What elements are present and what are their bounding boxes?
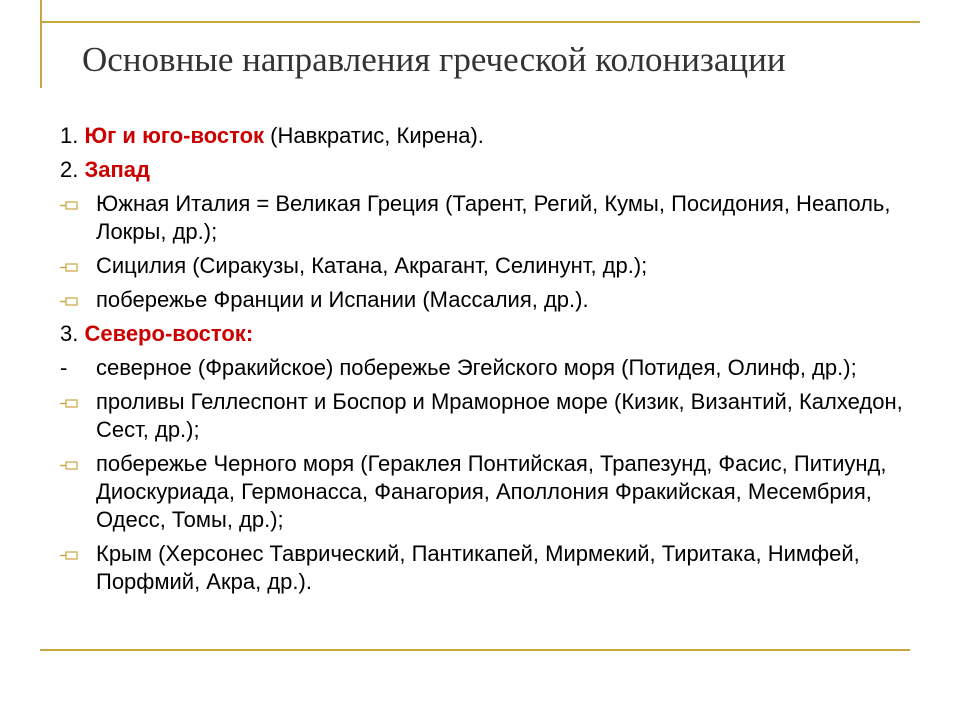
folder-bullet-icon: [60, 550, 78, 560]
list-item: [60, 286, 910, 314]
slide-content: [60, 122, 910, 602]
list-item: [60, 252, 910, 280]
folder-bullet-icon: [60, 296, 78, 306]
list-item: [60, 540, 910, 596]
list-item-text: побережье Франции и Испании (Массалия, др.).: [96, 287, 589, 312]
list-item: [60, 450, 910, 534]
folder-bullet-icon: [60, 200, 78, 210]
section-heading: Запад: [84, 157, 150, 182]
section-heading: Северо-восток: [84, 321, 246, 346]
slide-title: Основные направления греческой колонизации: [82, 40, 786, 79]
folder-bullet-icon: [60, 460, 78, 470]
list-item-text: проливы Геллеспонт и Боспор и Мраморное море (Кизик, Византий, Калхедон, Сест, др.);: [96, 389, 903, 442]
list-item-text: Крым (Херсонес Таврический, Пантикапей, Мирмекий, Тиритака, Нимфей, Порфмий, Акра, др.).: [96, 541, 860, 594]
section-northeast: [60, 320, 910, 348]
folder-bullet-icon: [60, 262, 78, 272]
list-item-text: Сицилия (Сиракузы, Катана, Акрагант, Селинунт, др.);: [96, 253, 648, 278]
folder-bullet-icon: [60, 398, 78, 408]
list-item-text: Южная Италия = Великая Греция (Тарент, Регий, Кумы, Посидония, Неаполь, Локры, др.);: [96, 191, 891, 244]
list-item: [60, 388, 910, 444]
section-heading: Юг и юго-восток: [84, 123, 265, 148]
left-decorative-rule: [40, 0, 42, 88]
section-south: [60, 122, 910, 150]
section-detail: (Навкратис, Кирена).: [264, 123, 484, 148]
list-item: [60, 190, 910, 246]
section-number: 3.: [60, 321, 85, 346]
section-number: 1.: [60, 123, 85, 148]
section-number: 2.: [60, 157, 85, 182]
top-decorative-rule: [40, 21, 920, 23]
section-west: [60, 156, 910, 184]
list-item-text: северное (Фракийское) побережье Эгейского моря (Потидея, Олинф, др.);: [96, 355, 857, 380]
dash-marker: -: [60, 355, 68, 380]
bottom-decorative-rule: [40, 649, 910, 651]
section-detail: :: [245, 321, 254, 346]
list-item-text: побережье Черного моря (Гераклея Понтийская, Трапезунд, Фасис, Питиунд, Диоскуриада, Гермонасса, Фанагория, Аполлония Фракийская, Месембрия, Одесс, Томы, др.);: [96, 451, 887, 532]
list-item: [60, 354, 910, 382]
